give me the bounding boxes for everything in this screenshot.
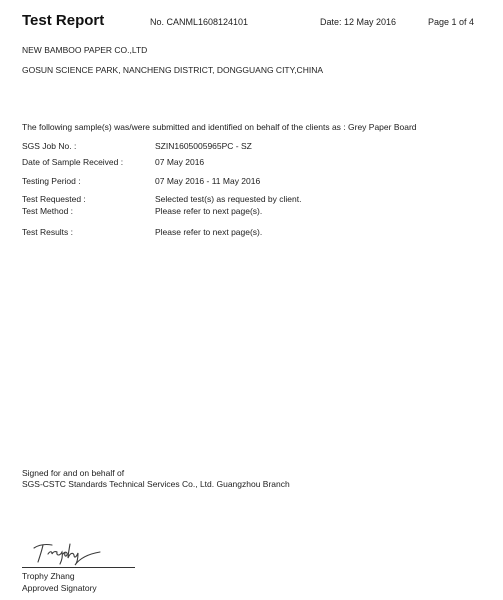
test-requested-value: Selected test(s) as requested by client.: [155, 194, 302, 204]
test-method-value: Please refer to next page(s).: [155, 206, 263, 216]
test-results-value: Please refer to next page(s).: [155, 227, 263, 237]
signatory-title: Approved Signatory: [22, 583, 97, 593]
job-no-label: SGS Job No. :: [22, 141, 77, 151]
report-number: No. CANML1608124101: [150, 17, 249, 27]
signed-for-line1: Signed for and on behalf of: [22, 468, 125, 478]
sample-received-value: 07 May 2016: [155, 157, 205, 167]
test-method-label: Test Method :: [22, 206, 74, 216]
signed-for-line2: SGS-CSTC Standards Technical Services Co., Ltd. Guangzhou Branch: [22, 479, 290, 489]
page-indicator: Page 1 of 4: [428, 17, 475, 27]
testing-period-label: Testing Period :: [22, 176, 81, 186]
sample-intro: The following sample(s) was/were submitted and identified on behalf of the clients as : Grey Paper Board: [22, 122, 417, 132]
client-name: NEW BAMBOO PAPER CO.,LTD: [22, 45, 148, 55]
report-date: Date: 12 May 2016: [320, 17, 397, 27]
client-address: GOSUN SCIENCE PARK, NANCHENG DISTRICT, DONGGUANG CITY,CHINA: [22, 65, 323, 75]
test-results-label: Test Results :: [22, 227, 74, 237]
handwritten-signature: [30, 540, 110, 566]
report-title: Test Report: [22, 12, 105, 29]
job-no-value: SZIN1605005965PC - SZ: [155, 141, 252, 151]
sample-received-label: Date of Sample Received :: [22, 157, 124, 167]
test-requested-label: Test Requested :: [22, 194, 86, 204]
signature-line: [22, 567, 135, 568]
testing-period-value: 07 May 2016 - 11 May 2016: [155, 176, 261, 186]
signatory-name: Trophy Zhang: [22, 571, 75, 581]
